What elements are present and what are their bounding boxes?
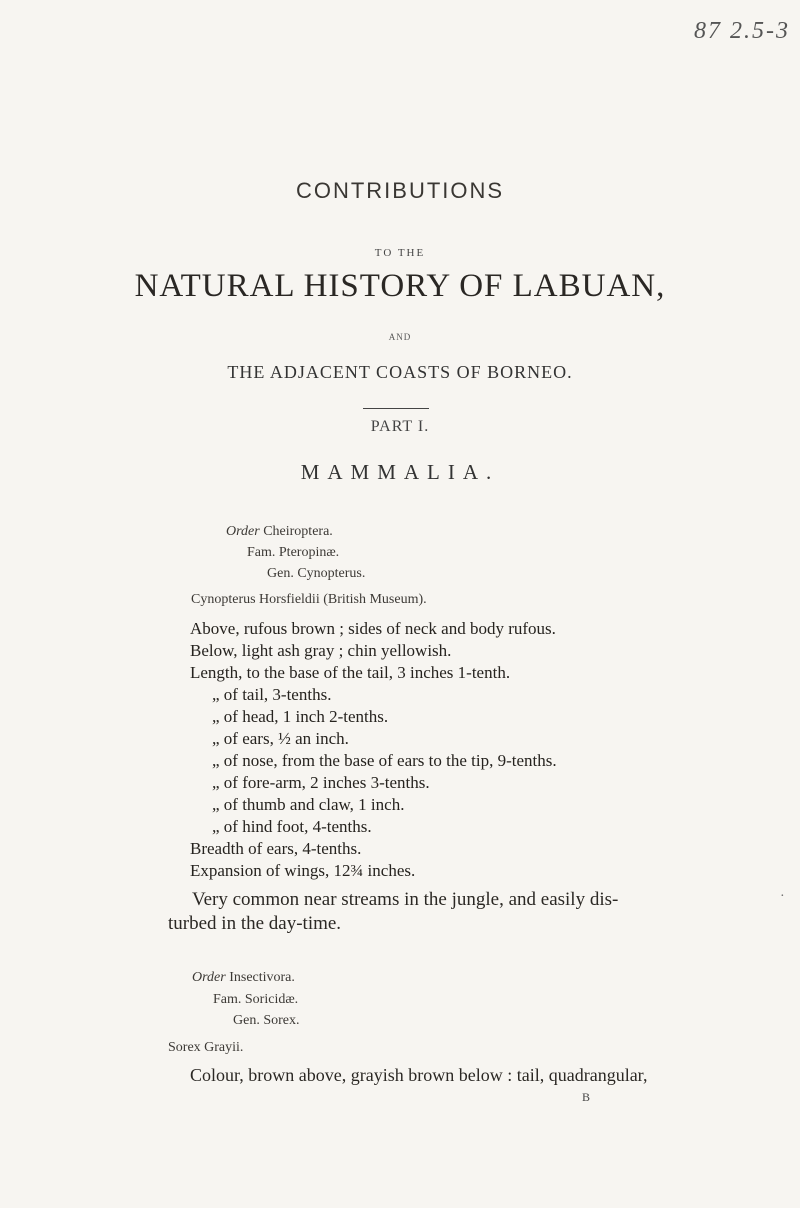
title-contributions: CONTRIBUTIONS <box>295 178 505 203</box>
part-heading: PART I. <box>370 418 430 435</box>
order-label: Order <box>226 524 260 539</box>
order-insectivora <box>192 970 295 986</box>
title-natural-history: NATURAL HISTORY OF LABUAN, <box>134 268 666 304</box>
title-to-the: TO THE <box>374 247 426 259</box>
genus-sorex: Gen. Sorex. <box>233 1013 300 1028</box>
genus-cynopterus: Gen. Cynopterus. <box>267 566 366 581</box>
description-line: „ of fore-arm, 2 inches 3-tenths. <box>212 773 430 792</box>
remark-line: Very common near streams in the jungle, and easily dis- <box>192 889 619 910</box>
title-and: AND <box>388 332 412 342</box>
species-heading: Sorex Grayii. <box>168 1040 244 1055</box>
species-heading: Cynopterus Horsfieldii (British Museum). <box>191 592 427 607</box>
margin-mark: · <box>780 889 785 904</box>
order-cheiroptera <box>226 524 333 540</box>
description-line: Below, light ash gray ; chin yellowish. <box>190 641 452 660</box>
section-heading: MAMMALIA. <box>300 460 500 484</box>
description-line: „ of nose, from the base of ears to the tip, 9-tenths. <box>212 751 557 770</box>
shelfmark: 87 2.5-3 <box>694 18 790 44</box>
title-rule <box>363 408 429 409</box>
description-line: Length, to the base of the tail, 3 inches 1-tenth. <box>190 663 511 682</box>
family-pteropinae: Fam. Pteropinæ. <box>247 545 340 560</box>
remark-line: turbed in the day-time. <box>168 913 342 934</box>
colour-line: Colour, brown above, grayish brown below : tail, quadrangular, <box>190 1065 648 1085</box>
description-line: Above, rufous brown ; sides of neck and body rufous. <box>190 619 556 638</box>
order-name: Insectivora. <box>229 970 295 985</box>
description-line: Expansion of wings, 12¾ inches. <box>190 861 416 880</box>
description-line: „ of head, 1 inch 2-tenths. <box>212 707 389 726</box>
order-name: Cheiroptera. <box>263 524 333 539</box>
description-line: „ of ears, ½ an inch. <box>212 729 349 748</box>
description-line: Breadth of ears, 4-tenths. <box>190 839 362 858</box>
order-label: Order <box>192 970 226 985</box>
description-line: „ of hind foot, 4-tenths. <box>212 817 372 836</box>
description-line: „ of tail, 3-tenths. <box>212 685 332 704</box>
description-line: „ of thumb and claw, 1 inch. <box>212 795 405 814</box>
title-adjacent-coasts: THE ADJACENT COASTS OF BORNEO. <box>227 362 573 382</box>
family-soricidae: Fam. Soricidæ. <box>213 992 299 1007</box>
signature-mark: B <box>582 1090 591 1104</box>
